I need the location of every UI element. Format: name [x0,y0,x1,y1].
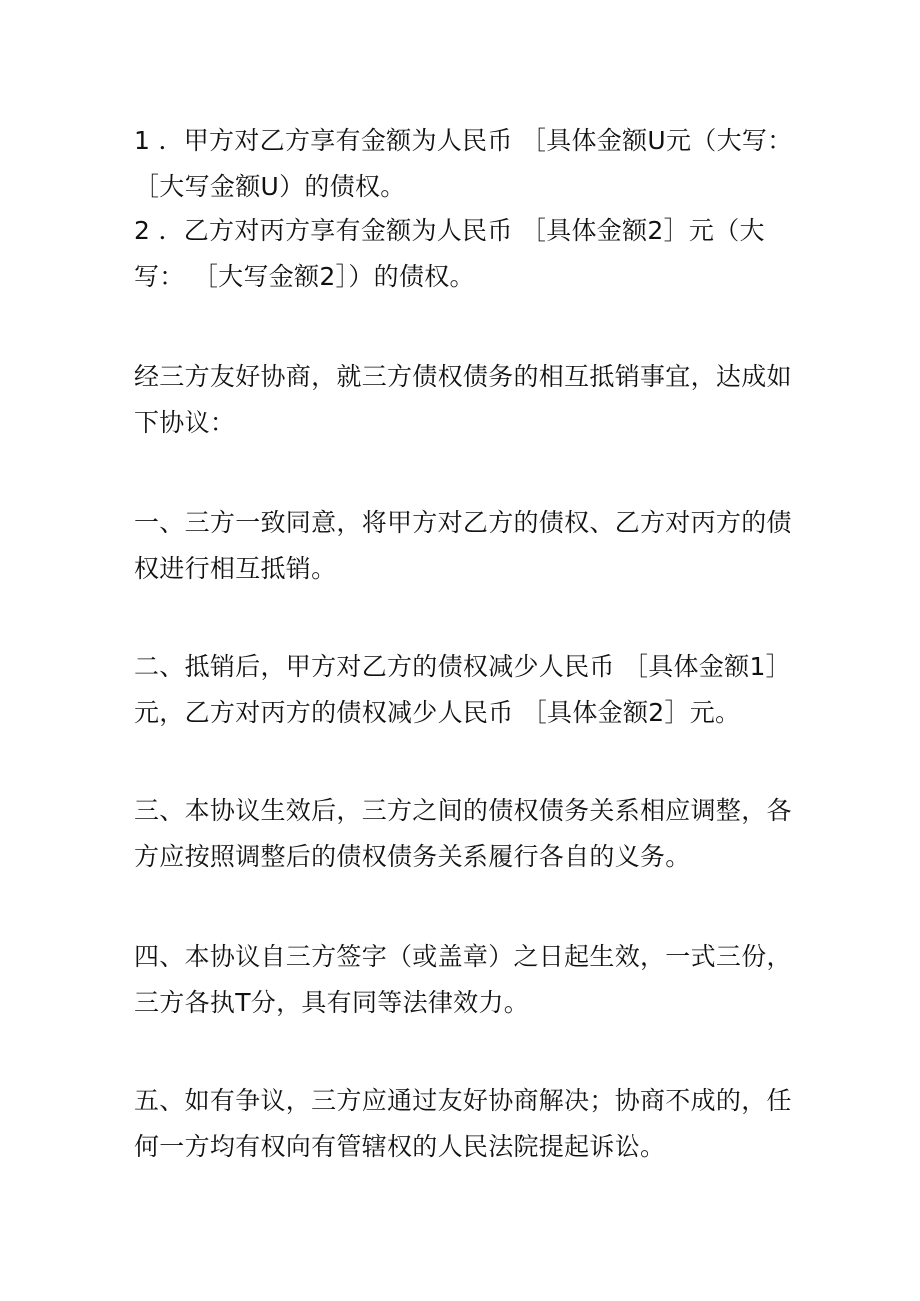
clause-2-line-2: 元，乙方对丙方的债权减少人民币 ［具体金额2］元。 [134,698,741,727]
debt-item-1 [134,118,794,210]
clause-4 [134,934,794,1026]
debt-item-1-line-2: ［大写金额U）的债权。 [134,172,406,201]
intro-line-2: 下协议： [134,408,236,437]
clause-1-line-1: 一、三方一致同意，将甲方对乙方的债权、乙方对丙方的债 [134,508,792,537]
clause-4-line-1: 四、本协议自三方签字（或盖章）之日起生效，一式三份， [134,942,792,971]
clause-4-line-2: 三方各执T分，具有同等法律效力。 [134,988,530,1017]
debt-item-2 [134,208,794,300]
clause-2 [134,644,794,736]
clause-2-line-1: 二、抵销后，甲方对乙方的债权减少人民币 ［具体金额1］ [134,652,791,681]
clause-3 [134,788,794,880]
clause-1 [134,500,794,592]
clause-3-line-1: 三、本协议生效后，三方之间的债权债务关系相应调整，各 [134,796,792,825]
clause-3-line-2: 方应按照调整后的债权债务关系履行各自的义务。 [134,842,691,871]
intro-paragraph [134,354,794,446]
clause-5-line-1: 五、如有争议，三方应通过友好协商解决；协商不成的，任 [134,1086,792,1115]
debt-item-1-line-1: 1 ．甲方对乙方享有金额为人民币 ［具体金额U元（大写： [134,126,793,155]
debt-item-2-line-2: 写： ［大写金额2］）的债权。 [134,262,475,291]
clause-1-line-2: 权进行相互抵销。 [134,554,337,583]
intro-line-1: 经三方友好协商，就三方债权债务的相互抵销事宜，达成如 [134,362,792,391]
clause-5 [134,1078,794,1170]
debt-item-2-line-1: 2 ．乙方对丙方享有金额为人民币 ［具体金额2］元（大 [134,216,765,245]
clause-5-line-2: 何一方均有权向有管辖权的人民法院提起诉讼。 [134,1132,666,1161]
